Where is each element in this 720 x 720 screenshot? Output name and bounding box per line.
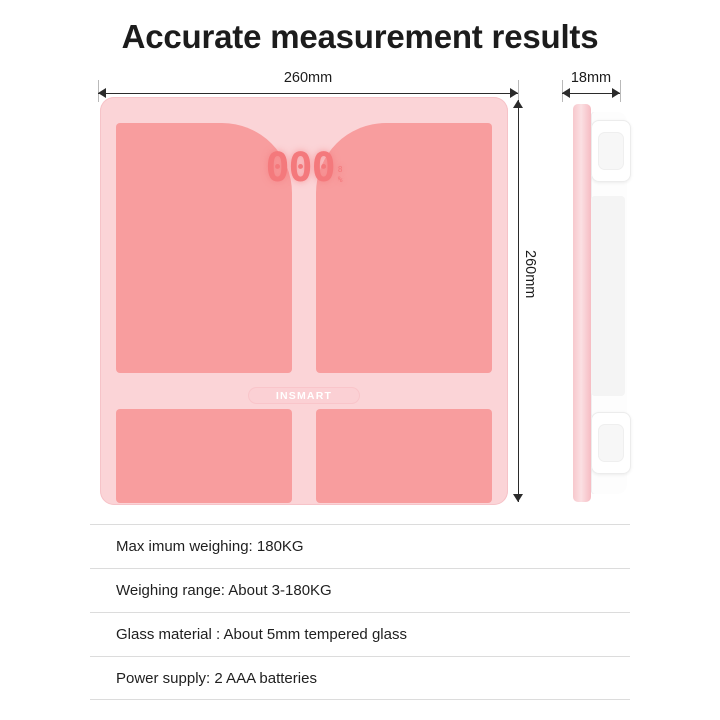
led-digits: 000 (265, 145, 335, 191)
arrow-head-bottom-icon (513, 494, 523, 502)
list-item (90, 568, 630, 612)
led-unit-top: 8 (337, 165, 343, 174)
led-units (338, 165, 343, 185)
page-title: Accurate measurement results (121, 18, 599, 55)
brand-logo-text: INSMART (275, 389, 333, 402)
scale-panel-bottom-right (316, 409, 492, 503)
spec-text: Weighing range: About 3-180KG (116, 582, 332, 599)
dimension-label-side-width: 18mm (570, 70, 612, 86)
arrow-head-top-icon (513, 100, 523, 108)
spec-text: Power supply: 2 AAA batteries (116, 669, 317, 687)
arrow-head-left-icon (98, 88, 106, 98)
witness-line-side-right (620, 80, 621, 102)
witness-line-right (518, 80, 519, 102)
spec-text: Max imum weighing: 180KG (116, 538, 304, 555)
arrow-head-right-icon (612, 88, 620, 98)
led-display (244, 135, 364, 191)
arrow-head-left-icon (562, 88, 570, 98)
scale-foot-top (591, 120, 631, 182)
dimension-label-height: 260mm (522, 250, 538, 299)
dimension-label-top-width: 260mm (283, 70, 333, 86)
arrow-line (518, 100, 519, 502)
scale-foot-bottom (591, 412, 631, 474)
spec-list (90, 524, 630, 700)
dimension-arrow-height (513, 100, 523, 502)
brand-logo-pill (248, 387, 360, 404)
scale-side-body-shade (591, 196, 625, 396)
scale-top-view (100, 97, 508, 505)
arrow-line (98, 93, 518, 94)
list-item (90, 524, 630, 568)
arrow-head-right-icon (510, 88, 518, 98)
spec-text: Glass material : About 5mm tempered glass (116, 626, 407, 643)
scale-side-glass-edge (573, 104, 591, 502)
scale-panel-bottom-left (116, 409, 292, 503)
list-item (90, 612, 630, 656)
led-unit-bottom: % (337, 175, 343, 184)
list-item (90, 656, 630, 700)
dimension-arrow-side-width (562, 88, 620, 98)
